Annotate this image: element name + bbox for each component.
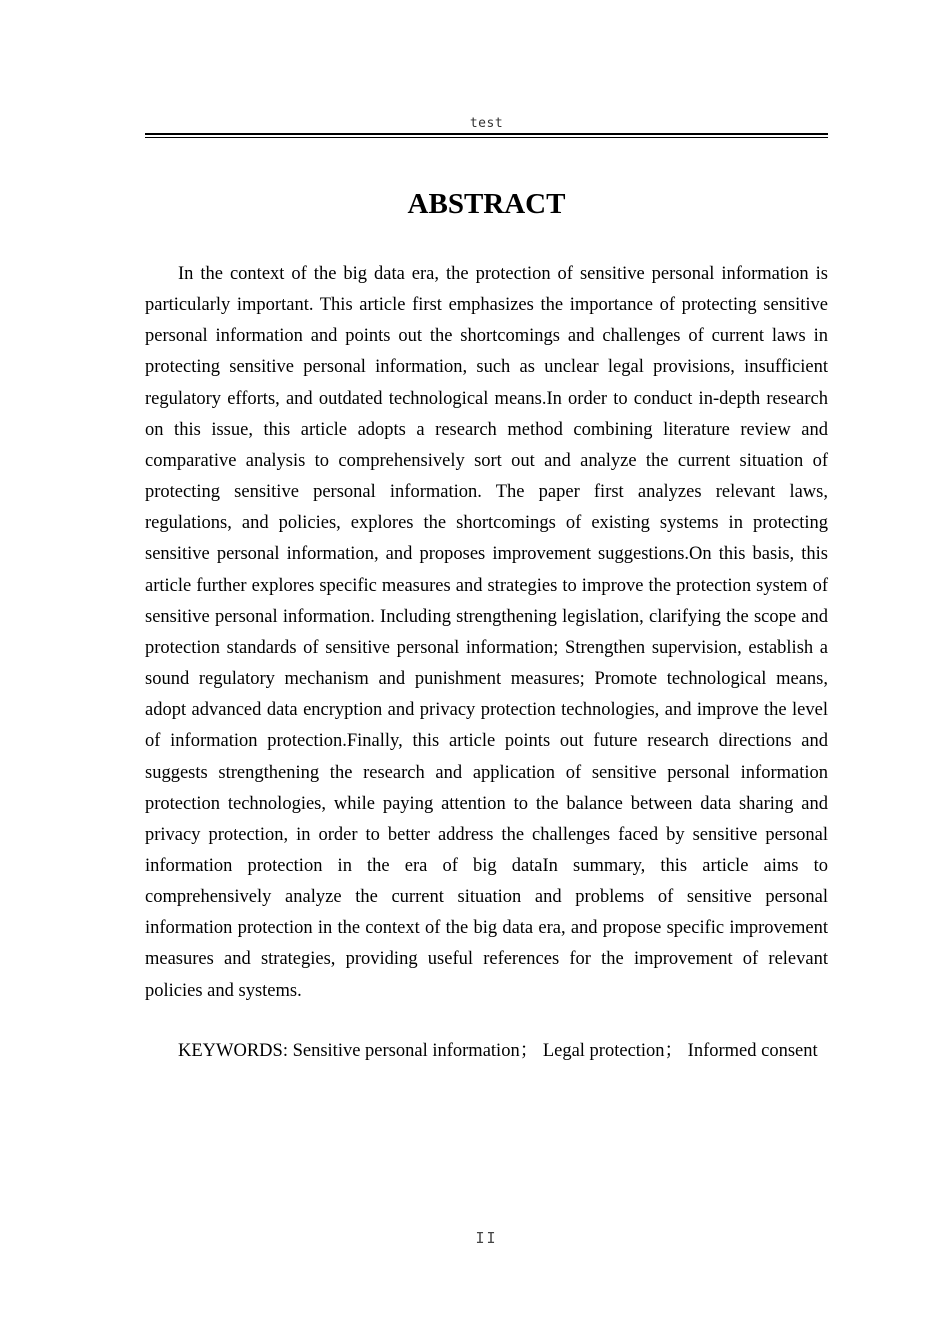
running-head: test: [469, 116, 504, 131]
header-rule-thick: [145, 133, 828, 135]
abstract-body: In the context of the big data era, the protection of sensitive personal information is particularly important. This article first emphasizes the importance of protecting sensitive personal information and points out the shortcomings and challenges of current laws in protecting sensitive personal information, such as unclear legal provisions, insufficient regulatory efforts, and outdated technological means.In order to conduct in-depth research on this issue, this article adopts a research method combining literature review and comparative analysis to comprehensively sort out and analyze the current situation of protecting sensitive personal information. The paper first analyzes relevant laws, regulations, and policies, explores the shortcomings of existing systems in protecting sensitive personal information, and proposes improvement suggestions.On this basis, this article further explores specific measures and strategies to improve the protection system of sensitive personal information. Including strengthening legislation, clarifying the scope and protection standards of sensitive personal information; Strengthen supervision, establish a sound regulatory mechanism and punishment measures; Promote technological means, adopt advanced data encryption and privacy protection technologies, and improve the level of information protection.Finally, this article points out future research directions and suggests strengthening the research and application of sensitive personal information protection technologies, while paying attention to the balance between data sharing and privacy protection, in order to better address the challenges faced by sensitive personal information protection in the era of big dataIn summary, this article aims to comprehensively analyze the current situation and problems of sensitive personal information protection in the context of the big data era, and propose specific improvement measures and strategies, providing useful references for the improvement of relevant policies and systems.: [145, 264, 828, 1001]
abstract-title: ABSTRACT: [407, 188, 566, 220]
keywords-line: KEYWORDS: Sensitive personal information； Legal protection； Informed consent: [178, 1041, 818, 1061]
page-number: II: [475, 1229, 498, 1247]
header-rule-thin: [145, 137, 828, 138]
